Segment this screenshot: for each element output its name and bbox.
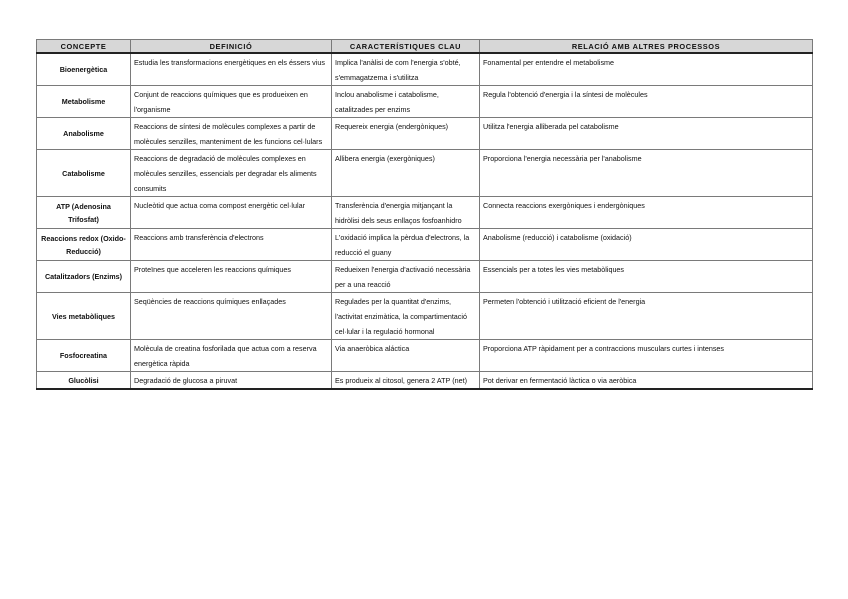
concept-cell: Vies metabòliques [37, 293, 131, 340]
characteristics-cell: Requereix energia (endergòniques) [332, 118, 480, 150]
table-row [37, 197, 813, 229]
definition-cell: Reaccions amb transferència d'electrons [131, 229, 332, 261]
definition-cell: Molècula de creatina fosforilada que actua com a reserva energètica ràpida [131, 340, 332, 372]
concept-cell: Fosfocreatina [37, 340, 131, 372]
relation-cell: Anabolisme (reducció) i catabolisme (oxidació) [480, 229, 813, 261]
concept-cell: Bioenergètica [37, 53, 131, 86]
characteristics-cell: Via anaeròbica aláctica [332, 340, 480, 372]
characteristics-cell: Es produeix al citosol, genera 2 ATP (net) [332, 372, 480, 390]
relation-cell: Connecta reaccions exergòniques i endergòniques [480, 197, 813, 229]
header-relacio: RELACIÓ AMB ALTRES PROCESSOS [480, 40, 813, 54]
table-row [37, 229, 813, 261]
concept-cell: Catalitzadors (Enzims) [37, 261, 131, 293]
definition-cell: Proteïnes que acceleren les reaccions químiques [131, 261, 332, 293]
concept-cell: Catabolisme [37, 150, 131, 197]
relation-cell: Essencials per a totes les vies metabòliques [480, 261, 813, 293]
header-row [37, 40, 813, 54]
table-row [37, 340, 813, 372]
definition-cell: Degradació de glucosa a piruvat [131, 372, 332, 390]
header-definicio: DEFINICIÓ [131, 40, 332, 54]
definition-cell: Seqüències de reaccions químiques enllaçades [131, 293, 332, 340]
characteristics-cell: Transferència d'energia mitjançant la hidròlisi dels seus enllaços fosfoanhidro [332, 197, 480, 229]
relation-cell: Fonamental per entendre el metabolisme [480, 53, 813, 86]
header-caracteristiques: CARACTERÍSTIQUES CLAU [332, 40, 480, 54]
table-row [37, 372, 813, 390]
definition-cell: Estudia les transformacions energètiques en els éssers vius [131, 53, 332, 86]
characteristics-cell: L'oxidació implica la pèrdua d'electrons, la reducció el guany [332, 229, 480, 261]
definition-cell: Conjunt de reaccions químiques que es produeixen en l'organisme [131, 86, 332, 118]
header-concepte: CONCEPTE [37, 40, 131, 54]
characteristics-cell: Redueixen l'energia d'activació necessària per a una reacció [332, 261, 480, 293]
relation-cell: Utilitza l'energia alliberada pel catabolisme [480, 118, 813, 150]
characteristics-cell: Allibera energia (exergòniques) [332, 150, 480, 197]
definition-cell: Nucleòtid que actua coma compost energètic cel·lular [131, 197, 332, 229]
relation-cell: Pot derivar en fermentació làctica o via aeròbica [480, 372, 813, 390]
characteristics-cell: Regulades per la quantitat d'enzims, l'activitat enzimàtica, la compartimentació cel·lular i la regulació hormonal [332, 293, 480, 340]
table-row [37, 118, 813, 150]
table-row [37, 53, 813, 86]
definition-cell: Reaccions de síntesi de molècules complexes a partir de molècules senzilles, manteniment de les funcions cel·lulars [131, 118, 332, 150]
concept-cell: ATP (Adenosina Trifosfat) [37, 197, 131, 229]
relation-cell: Proporciona l'energia necessària per l'anabolisme [480, 150, 813, 197]
table-row [37, 293, 813, 340]
definition-cell: Reaccions de degradació de molècules complexes en molècules senzilles, essencials per degradar els aliments consumits [131, 150, 332, 197]
table-row [37, 150, 813, 197]
concept-table [36, 39, 813, 390]
characteristics-cell: Inclou anabolisme i catabolisme, catalitzades per enzims [332, 86, 480, 118]
concept-cell: Reaccions redox (Oxido-Reducció) [37, 229, 131, 261]
relation-cell: Regula l'obtenció d'energia i la síntesi de molècules [480, 86, 813, 118]
table-row [37, 261, 813, 293]
concept-cell: Metabolisme [37, 86, 131, 118]
concept-cell: Anabolisme [37, 118, 131, 150]
concept-cell: Glucòlisi [37, 372, 131, 390]
relation-cell: Permeten l'obtenció i utilització eficient de l'energia [480, 293, 813, 340]
table-row [37, 86, 813, 118]
relation-cell: Proporciona ATP ràpidament per a contraccions musculars curtes i intenses [480, 340, 813, 372]
characteristics-cell: Implica l'anàlisi de com l'energia s'obté, s'emmagatzema i s'utilitza [332, 53, 480, 86]
